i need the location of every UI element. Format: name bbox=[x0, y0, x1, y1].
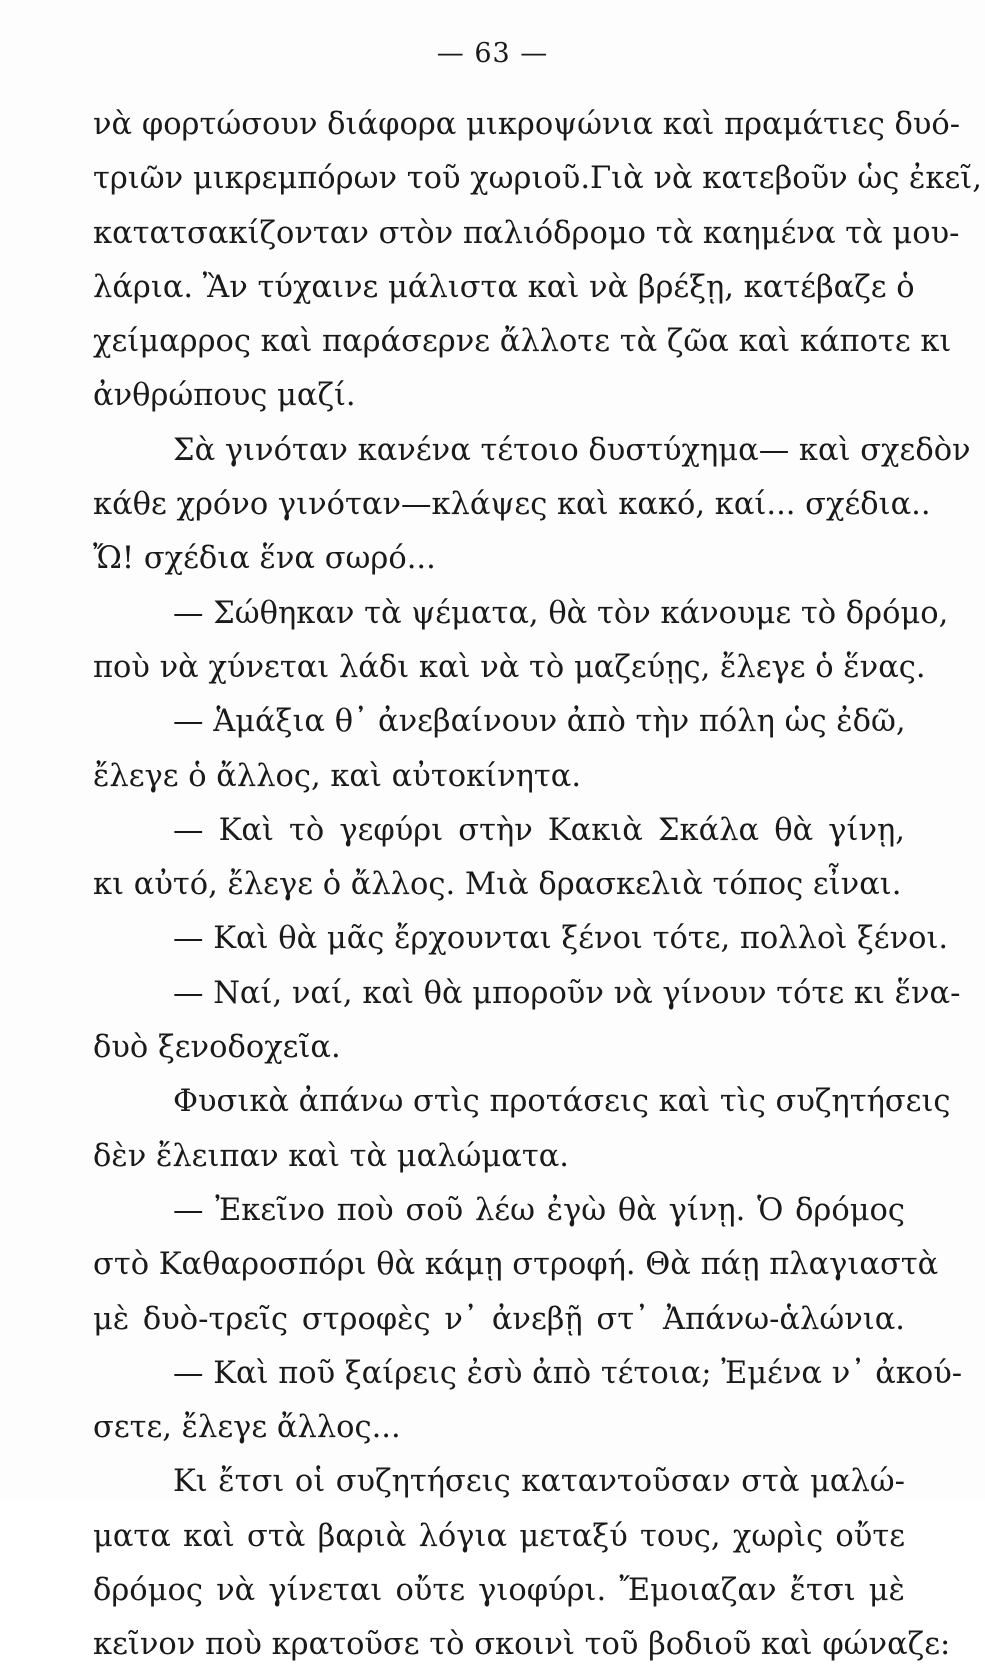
text-line: Φυσικὰ ἀπάνω στὶς προτάσεις καὶ τὶς συζητήσεις bbox=[173, 1084, 951, 1120]
text-line: νὰ φορτώσουν διάφορα μικροψώνια καὶ πραμάτιες δυό- bbox=[93, 107, 961, 142]
text-line: ἔλεγε ὁ ἄλλος, καὶ αὐτοκίνητα. bbox=[93, 758, 582, 794]
text-line: ἀνθρώπους μαζί. bbox=[93, 378, 356, 414]
text-line: — Ἁμάξια θ᾽ ἀνεβαίνουν ἀπὸ τὴν πόλη ὡς ἐδῶ, bbox=[173, 704, 906, 740]
page-number: — 63 — bbox=[436, 38, 549, 69]
text-line: Κι ἔτσι οἱ συζητήσεις καταντοῦσαν στὰ μαλώ- bbox=[173, 1464, 905, 1500]
text-line: στὸ Καθαροσπόρι θὰ κάμῃ στροφή. Θὰ πάῃ πλαγιαστὰ bbox=[93, 1247, 939, 1283]
text-line: μὲ δυὸ-τρεῖς στροφὲς ν᾽ ἀνεβῇ στ᾽ Ἀπάνω-ἁλώνια. bbox=[93, 1301, 905, 1337]
text-line: χείμαρρος καὶ παράσερνε ἄλλοτε τὰ ζῶα καὶ κάποτε κι bbox=[93, 324, 952, 360]
text-line: σετε, ἔλεγε ἄλλος... bbox=[93, 1410, 401, 1446]
text-line: ματα καὶ στὰ βαριὰ λόγια μεταξύ τους, χωρὶς οὔτε bbox=[93, 1518, 905, 1554]
text-line: — Ναί, ναί, καὶ θὰ μποροῦν νὰ γίνουν τότε κι ἕνα- bbox=[173, 975, 961, 1011]
text-line: δυὸ ξενοδοχεῖα. bbox=[93, 1030, 341, 1066]
text-line: τριῶν μικρεμπόρων τοῦ χωριοῦ.Γιὰ νὰ κατεβοῦν ὡς ἐκεῖ, bbox=[93, 161, 982, 197]
text-line: — Καὶ ποῦ ξαίρεις ἐσὺ ἀπὸ τέτοια; Ἐμένα ν᾽ ἀκού- bbox=[173, 1355, 963, 1391]
text-line: Σὰ γινόταν κανένα τέτοιο δυστύχημα— καὶ σχεδὸν bbox=[173, 432, 971, 468]
text-line: — Καὶ τὸ γεφύρι στὴν Κακιὰ Σκάλα θὰ γίνῃ, bbox=[173, 812, 905, 848]
text-line: κάθε χρόνο γινόταν—κλάψες καὶ κακό, καί... σχέδια.. bbox=[93, 487, 931, 523]
text-line: κεῖνον ποὺ κρατοῦσε τὸ σκοινὶ τοῦ βοδιοῦ καὶ φώναζε: bbox=[93, 1627, 951, 1663]
text-line: Ὤ! σχέδια ἕνα σωρό... bbox=[93, 541, 436, 577]
text-line: κι αὐτό, ἔλεγε ὁ ἄλλος. Μιὰ δρασκελιὰ τόπος εἶναι. bbox=[93, 867, 902, 903]
text-line: κατατσακίζονταν στὸν παλιόδρομο τὰ καημένα τὰ μου- bbox=[93, 215, 960, 251]
text-line: λάρια. Ἂν τύχαινε μάλιστα καὶ νὰ βρέξῃ, κατέβαζε ὁ bbox=[93, 269, 915, 305]
body-text bbox=[93, 98, 982, 1673]
text-line: — Ἐκεῖνο ποὺ σοῦ λέω ἐγὼ θὰ γίνῃ. Ὁ δρόμος bbox=[173, 1192, 905, 1228]
text-line: ποὺ νὰ χύνεται λάδι καὶ νὰ τὸ μαζεύῃς, ἔλεγε ὁ ἕνας. bbox=[93, 649, 926, 685]
text-line: — Σώθηκαν τὰ ψέματα, θὰ τὸν κάνουμε τὸ δρόμο, bbox=[173, 595, 949, 631]
text-line: δρόμος νὰ γίνεται οὔτε γιοφύρι. Ἔμοιαζαν ἔτσι μὲ bbox=[93, 1573, 905, 1609]
text-line: — Καὶ θὰ μᾶς ἔρχουνται ξένοι τότε, πολλοὶ ξένοι. bbox=[173, 921, 949, 957]
text-line: δὲν ἔλειπαν καὶ τὰ μαλώματα. bbox=[93, 1138, 569, 1174]
